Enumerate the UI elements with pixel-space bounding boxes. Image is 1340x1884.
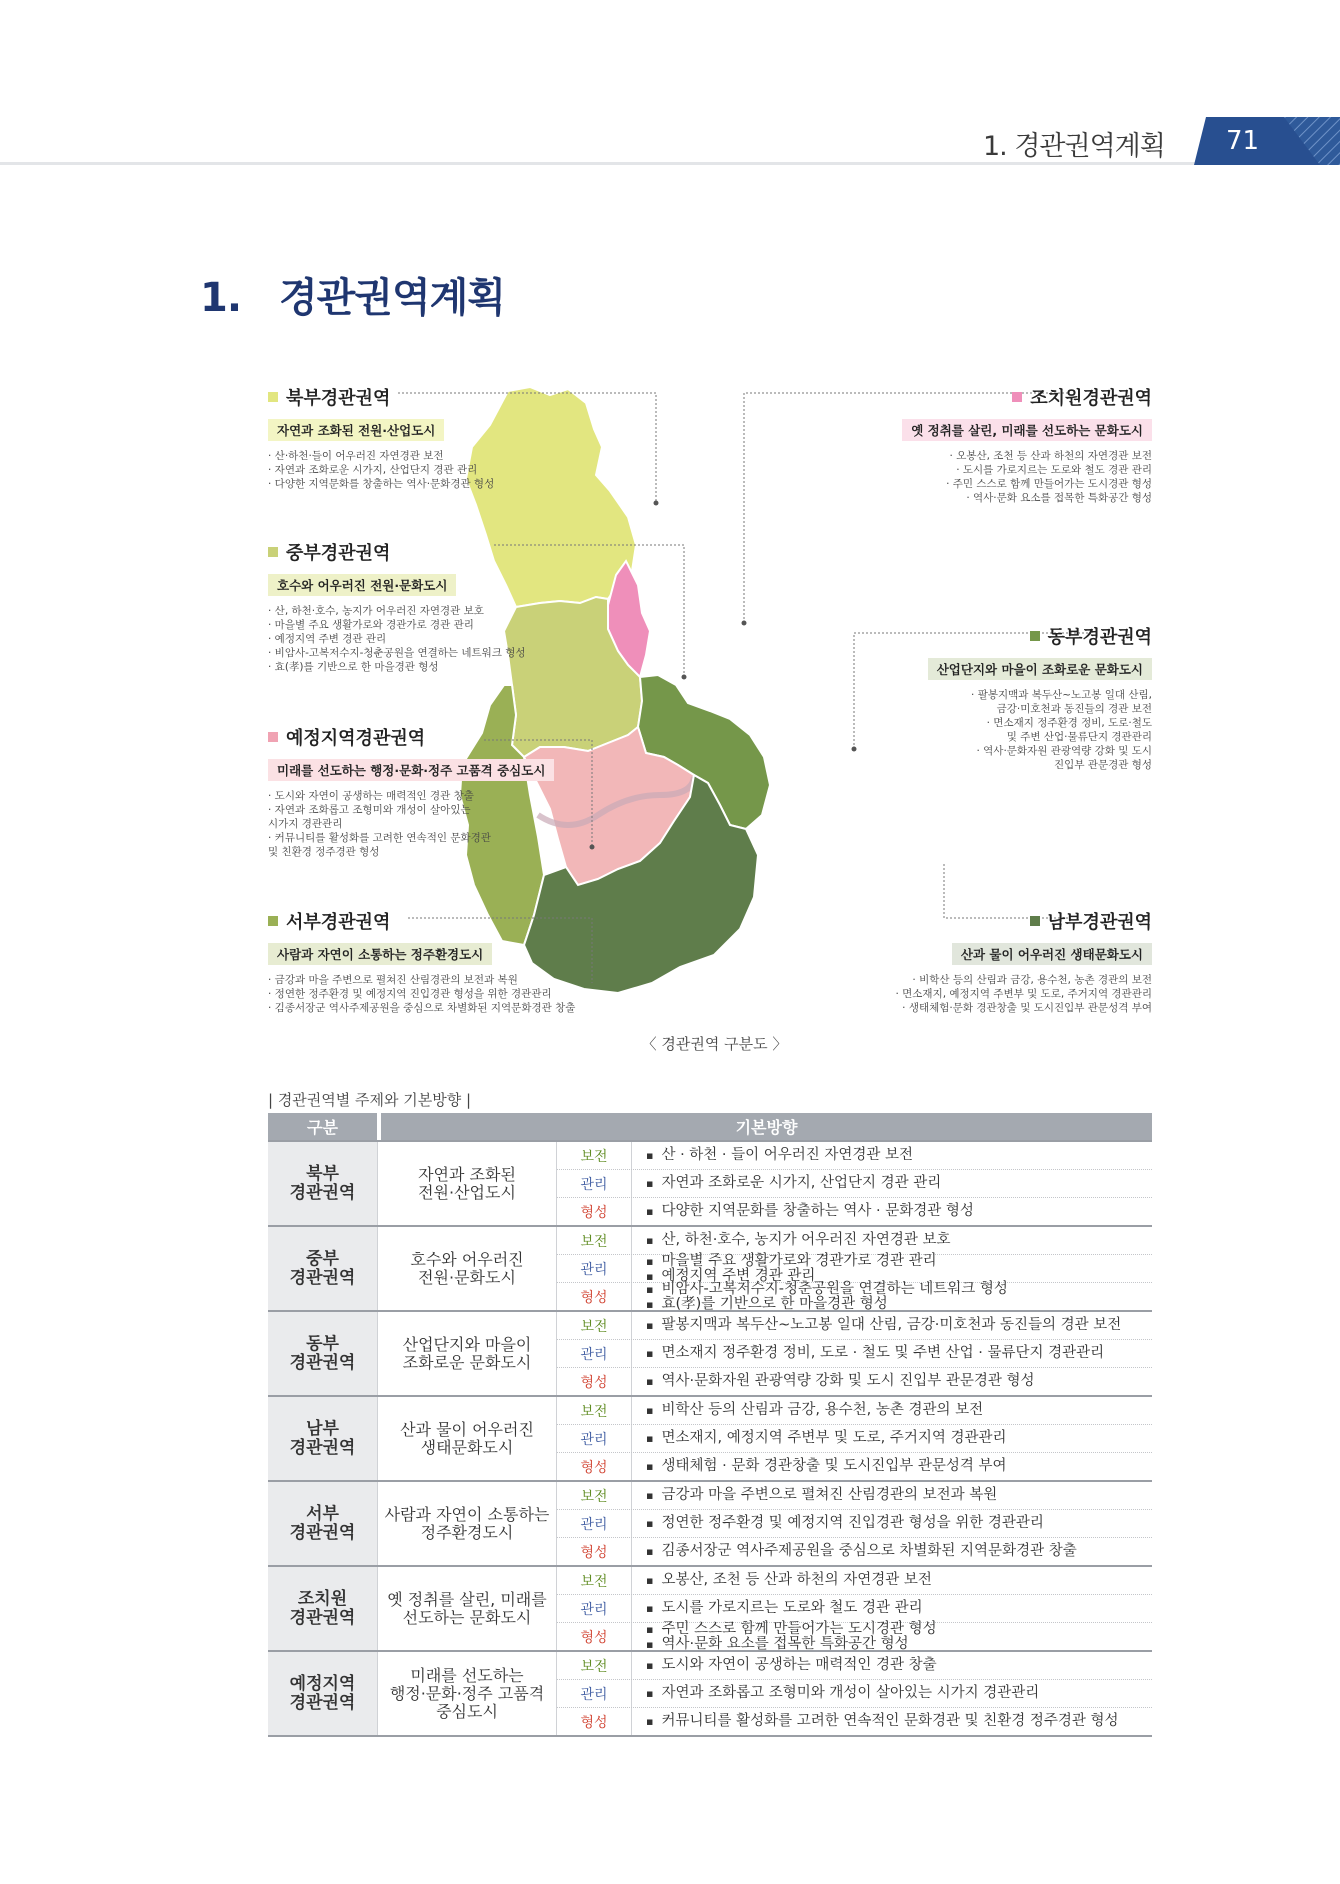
group-theme: 산업단지와 마을이 조화로운 문화도시 (377, 1312, 557, 1395)
row-item: ▪ 팔봉지맥과 복두산~노고봉 일대 산림, 금강·미호천과 동진들의 경관 보전 (646, 1318, 1152, 1333)
region-central (268, 539, 526, 674)
group-name: 서부 경관권역 (268, 1482, 377, 1565)
row-description (632, 1567, 1152, 1594)
row-type: 관리 (557, 1340, 632, 1367)
row-item: ▪ 면소재지, 예정지역 주변부 및 도로, 주거지역 경관관리 (646, 1431, 1152, 1446)
row-item: ▪ 금강과 마을 주변으로 펼쳐진 산림경관의 보전과 복원 (646, 1488, 1152, 1503)
row-item: ▪ 자연과 조화로운 시가지, 산업단지 경관 관리 (646, 1176, 1152, 1191)
row-item: ▪ 마을별 주요 생활가로와 경관가로 경관 관리 (646, 1254, 1152, 1269)
group-theme: 호수와 어우러진 전원·문화도시 (377, 1227, 557, 1310)
region-jochiwon-swatch (1012, 392, 1022, 402)
row-type: 형성 (557, 1283, 632, 1310)
row-item: ▪ 김종서장군 역사주제공원을 중심으로 차별화된 지역문화경관 창출 (646, 1544, 1152, 1559)
section-number: 1. (200, 275, 242, 321)
row-item: ▪ 역사·문화 요소를 접목한 특화공간 형성 (646, 1637, 1152, 1652)
map-caption: 〈 경관권역 구분도 〉 (641, 1035, 788, 1053)
row-type: 관리 (557, 1595, 632, 1622)
region-central-bullet: · 비암사-고복저수지-청춘공원을 연결하는 네트워크 형성 (268, 647, 526, 659)
row-item: ▪ 커뮤니티를 활성화를 고려한 연속적인 문화경관 및 친환경 정주경관 형성 (646, 1714, 1152, 1729)
row-description (632, 1340, 1152, 1367)
row-description (632, 1425, 1152, 1452)
table-row (557, 1453, 1152, 1480)
region-south-name: 남부경관권역 (1047, 912, 1152, 933)
row-type: 관리 (557, 1255, 632, 1282)
region-east-bullet: 및 주변 산업·물류단지 경관관리 (1006, 731, 1152, 743)
row-item: ▪ 면소재지 정주환경 정비, 도로 · 철도 및 주변 산업 · 물류단지 경관관리 (646, 1346, 1152, 1361)
row-description (632, 1227, 1152, 1254)
row-type: 보전 (557, 1652, 632, 1679)
table-row (557, 1142, 1152, 1170)
table-row (557, 1620, 1152, 1652)
row-type: 관리 (557, 1510, 632, 1537)
region-central-swatch (268, 547, 278, 557)
table-group (268, 1227, 1152, 1312)
table-body (268, 1140, 1152, 1737)
region-planned (268, 724, 554, 859)
region-south-slogan: 산과 물이 어우러진 생태문화도시 (952, 943, 1152, 965)
region-west (268, 908, 575, 1015)
row-description (632, 1312, 1152, 1339)
region-planned-bullet: · 자연과 조화롭고 조형미와 개성이 살아있는 (268, 804, 471, 816)
row-item: ▪ 예정지역 주변 경관 관리 (646, 1269, 1152, 1284)
region-planned-bullet: · 도시와 자연이 공생하는 매력적인 경관 창출 (268, 790, 474, 802)
row-item: ▪ 비학산 등의 산림과 금강, 용수천, 농촌 경관의 보전 (646, 1403, 1152, 1418)
row-type: 보전 (557, 1567, 632, 1594)
region-east-slogan: 산업단지와 마을이 조화로운 문화도시 (928, 658, 1152, 680)
region-jochiwon (902, 384, 1152, 505)
header-category: 구분 (268, 1113, 377, 1140)
group-theme: 자연과 조화된 전원·산업도시 (377, 1142, 557, 1225)
region-east-bullet: 진입부 관문경관 형성 (1054, 759, 1152, 771)
row-description (632, 1170, 1152, 1197)
region-east-name: 동부경관권역 (1047, 627, 1152, 648)
region-north-name: 북부경관권역 (286, 388, 391, 409)
group-theme: 산과 물이 어우러진 생태문화도시 (377, 1397, 557, 1480)
table-row (557, 1510, 1152, 1538)
region-planned-bullet: · 커뮤니티를 활성화를 고려한 연속적인 문화경관 (268, 832, 491, 844)
table-row (557, 1340, 1152, 1368)
row-item: ▪ 생태체험 · 문화 경관창출 및 도시진입부 관문성격 부여 (646, 1459, 1152, 1474)
region-central-bullet: · 마을별 주요 생활가로와 경관가로 경관 관리 (268, 619, 474, 631)
row-description (632, 1142, 1152, 1169)
row-description (632, 1368, 1152, 1395)
region-west-name: 서부경관권역 (286, 912, 391, 933)
region-jochiwon-name: 조치원경관권역 (1030, 388, 1152, 409)
region-central-bullet: · 예정지역 주변 경관 관리 (268, 633, 387, 645)
group-name: 북부 경관권역 (268, 1142, 377, 1225)
row-item: ▪ 도시를 가로지르는 도로와 철도 경관 관리 (646, 1601, 1152, 1616)
row-type: 관리 (557, 1170, 632, 1197)
region-jochiwon-bullet: · 오봉산, 조천 등 산과 하천의 자연경관 보전 (949, 450, 1152, 462)
row-description (632, 1280, 1152, 1312)
region-west-swatch (268, 916, 278, 926)
region-jochiwon-bullet: · 주민 스스로 함께 만들어가는 도시경관 형성 (946, 478, 1152, 490)
table-group (268, 1140, 1152, 1227)
direction-table (268, 1113, 1152, 1737)
table-row (557, 1482, 1152, 1510)
row-item: ▪ 효(孝)를 기반으로 한 마을경관 형성 (646, 1297, 1152, 1312)
region-east (928, 623, 1152, 772)
table-group (268, 1567, 1152, 1652)
table-row (557, 1198, 1152, 1225)
table-caption: | 경관권역별 주제와 기본방향 | (268, 1091, 472, 1109)
row-description (632, 1538, 1152, 1565)
region-central-slogan: 호수와 어우러진 전원·문화도시 (268, 574, 456, 596)
row-item: ▪ 산 · 하천 · 들이 어우러진 자연경관 보전 (646, 1148, 1152, 1163)
row-type: 형성 (557, 1368, 632, 1395)
table-row (557, 1425, 1152, 1453)
region-south-swatch (1030, 916, 1040, 926)
region-north-bullet: · 산·하천·들이 어우러진 자연경관 보전 (268, 450, 444, 462)
table-row (557, 1170, 1152, 1198)
row-type: 관리 (557, 1680, 632, 1707)
row-item: ▪ 역사·문화자원 관광역량 강화 및 도시 진입부 관문경관 형성 (646, 1374, 1152, 1389)
group-name: 중부 경관권역 (268, 1227, 377, 1310)
table-row (557, 1397, 1152, 1425)
row-type: 관리 (557, 1425, 632, 1452)
row-type: 형성 (557, 1453, 632, 1480)
table-row (557, 1708, 1152, 1735)
row-item: ▪ 산, 하천·호수, 농지가 어우러진 자연경관 보호 (646, 1233, 1152, 1248)
region-jochiwon-slogan: 옛 정취를 살린, 미래를 선도하는 문화도시 (902, 419, 1152, 441)
row-type: 보전 (557, 1397, 632, 1424)
region-planned-swatch (268, 732, 278, 742)
region-east-bullet: 금강·미호천과 동진들의 경관 보전 (996, 703, 1152, 715)
row-type: 보전 (557, 1312, 632, 1339)
region-south-bullet: · 생태체험·문화 경관창출 및 도시진입부 관문성격 부여 (902, 1002, 1152, 1014)
row-type: 형성 (557, 1623, 632, 1650)
table-row (557, 1595, 1152, 1623)
group-theme: 사람과 자연이 소통하는 정주환경도시 (377, 1482, 557, 1565)
region-jochiwon-bullet: · 역사·문화 요소를 접목한 특화공간 형성 (966, 492, 1152, 504)
region-east-swatch (1030, 631, 1040, 641)
row-item: ▪ 오봉산, 조천 등 산과 하천의 자연경관 보전 (646, 1573, 1152, 1588)
row-description (632, 1397, 1152, 1424)
row-type: 형성 (557, 1538, 632, 1565)
header-title: 1. 경관권역계획 (983, 131, 1165, 162)
group-name: 예정지역 경관권역 (268, 1652, 377, 1735)
row-description (632, 1652, 1152, 1679)
table-group (268, 1652, 1152, 1737)
row-description (632, 1198, 1152, 1225)
table-row (557, 1567, 1152, 1595)
table-row (557, 1680, 1152, 1708)
row-description (632, 1708, 1152, 1735)
section-title-text: 경관권역계획 (279, 275, 505, 321)
page-number-tab (1194, 117, 1340, 165)
row-type: 보전 (557, 1142, 632, 1169)
section-title (200, 266, 505, 323)
row-item: ▪ 주민 스스로 함께 만들어가는 도시경관 형성 (646, 1622, 1152, 1637)
region-jochiwon-bullet: · 도시를 가로지르는 도로와 철도 경관 관리 (956, 464, 1152, 476)
group-name: 남부 경관권역 (268, 1397, 377, 1480)
region-central-name: 중부경관권역 (286, 543, 391, 564)
region-east-bullet: · 면소재지 정주환경 정비, 도로·철도 (986, 717, 1152, 729)
row-description (632, 1620, 1152, 1652)
table-row (557, 1252, 1152, 1284)
row-description (632, 1482, 1152, 1509)
region-planned-name: 예정지역경관권역 (286, 728, 426, 749)
row-description (632, 1453, 1152, 1480)
region-north-bullet: · 다양한 지역문화를 창출하는 역사·문화경관 형성 (268, 478, 495, 490)
table-row (557, 1280, 1152, 1312)
table-row (557, 1652, 1152, 1680)
table-row (557, 1538, 1152, 1565)
header-direction: 기본방향 (381, 1113, 1152, 1140)
group-theme: 미래를 선도하는 행정·문화·정주 고품격 중심도시 (377, 1652, 557, 1735)
group-name: 동부 경관권역 (268, 1312, 377, 1395)
group-theme: 옛 정취를 살린, 미래를 선도하는 문화도시 (377, 1567, 557, 1650)
table-header (268, 1113, 1152, 1140)
region-east-bullet: · 역사·문화자원 관광역량 강화 및 도시 (976, 745, 1152, 757)
region-south-bullet: · 면소재지, 예정지역 주변부 및 도로, 주거지역 경관관리 (895, 988, 1152, 1000)
table-row (557, 1312, 1152, 1340)
region-central-bullet: · 산, 하천·호수, 농지가 어우러진 자연경관 보호 (268, 605, 484, 617)
region-central-bullet: · 효(孝)를 기반으로 한 마을경관 형성 (268, 661, 439, 673)
region-west-bullet: · 금강과 마을 주변으로 펼쳐진 산림경관의 보전과 복원 (268, 974, 518, 986)
table-group (268, 1397, 1152, 1482)
region-west-slogan: 사람과 자연이 소통하는 정주환경도시 (268, 943, 492, 965)
row-item: ▪ 비암사-고복저수지-청춘공원을 연결하는 네트워크 형성 (646, 1282, 1152, 1297)
table-group (268, 1482, 1152, 1567)
row-description (632, 1510, 1152, 1537)
row-item: ▪ 정연한 정주환경 및 예정지역 진입경관 형성을 위한 경관관리 (646, 1516, 1152, 1531)
row-type: 보전 (557, 1227, 632, 1254)
region-east-bullet: · 팔봉지맥과 복두산~노고봉 일대 산림, (971, 689, 1152, 701)
region-planned-slogan: 미래를 선도하는 행정·문화·정주 고품격 중심도시 (268, 759, 554, 781)
region-south-bullet: · 비학산 등의 산림과 금강, 용수천, 농촌 경관의 보전 (912, 974, 1152, 986)
region-south (895, 908, 1152, 1015)
region-north (268, 384, 494, 491)
row-description (632, 1595, 1152, 1622)
row-type: 형성 (557, 1198, 632, 1225)
row-description (632, 1252, 1152, 1284)
row-description (632, 1680, 1152, 1707)
table-group (268, 1312, 1152, 1397)
row-type: 보전 (557, 1482, 632, 1509)
region-west-bullet: · 김종서장군 역사주제공원을 중심으로 차별화된 지역문화경관 창출 (268, 1002, 576, 1014)
row-item: ▪ 자연과 조화롭고 조형미와 개성이 살아있는 시가지 경관관리 (646, 1686, 1152, 1701)
region-planned-bullet: 및 친환경 정주경관 형성 (268, 846, 380, 858)
table-row (557, 1368, 1152, 1395)
row-item: ▪ 도시와 자연이 공생하는 매력적인 경관 창출 (646, 1658, 1152, 1673)
table-row (557, 1227, 1152, 1255)
region-north-bullet: · 자연과 조화로운 시가지, 산업단지 경관 관리 (268, 464, 478, 476)
region-north-slogan: 자연과 조화된 전원·산업도시 (268, 419, 444, 441)
page-number: 71 (1226, 126, 1260, 156)
group-name: 조치원 경관권역 (268, 1567, 377, 1650)
row-item: ▪ 다양한 지역문화를 창출하는 역사 · 문화경관 형성 (646, 1204, 1152, 1219)
row-type: 형성 (557, 1708, 632, 1735)
region-north-swatch (268, 392, 278, 402)
region-planned-bullet: 시가지 경관관리 (268, 818, 343, 830)
region-west-bullet: · 정연한 정주환경 및 예정지역 진입경관 형성을 위한 경관관리 (268, 988, 552, 1000)
